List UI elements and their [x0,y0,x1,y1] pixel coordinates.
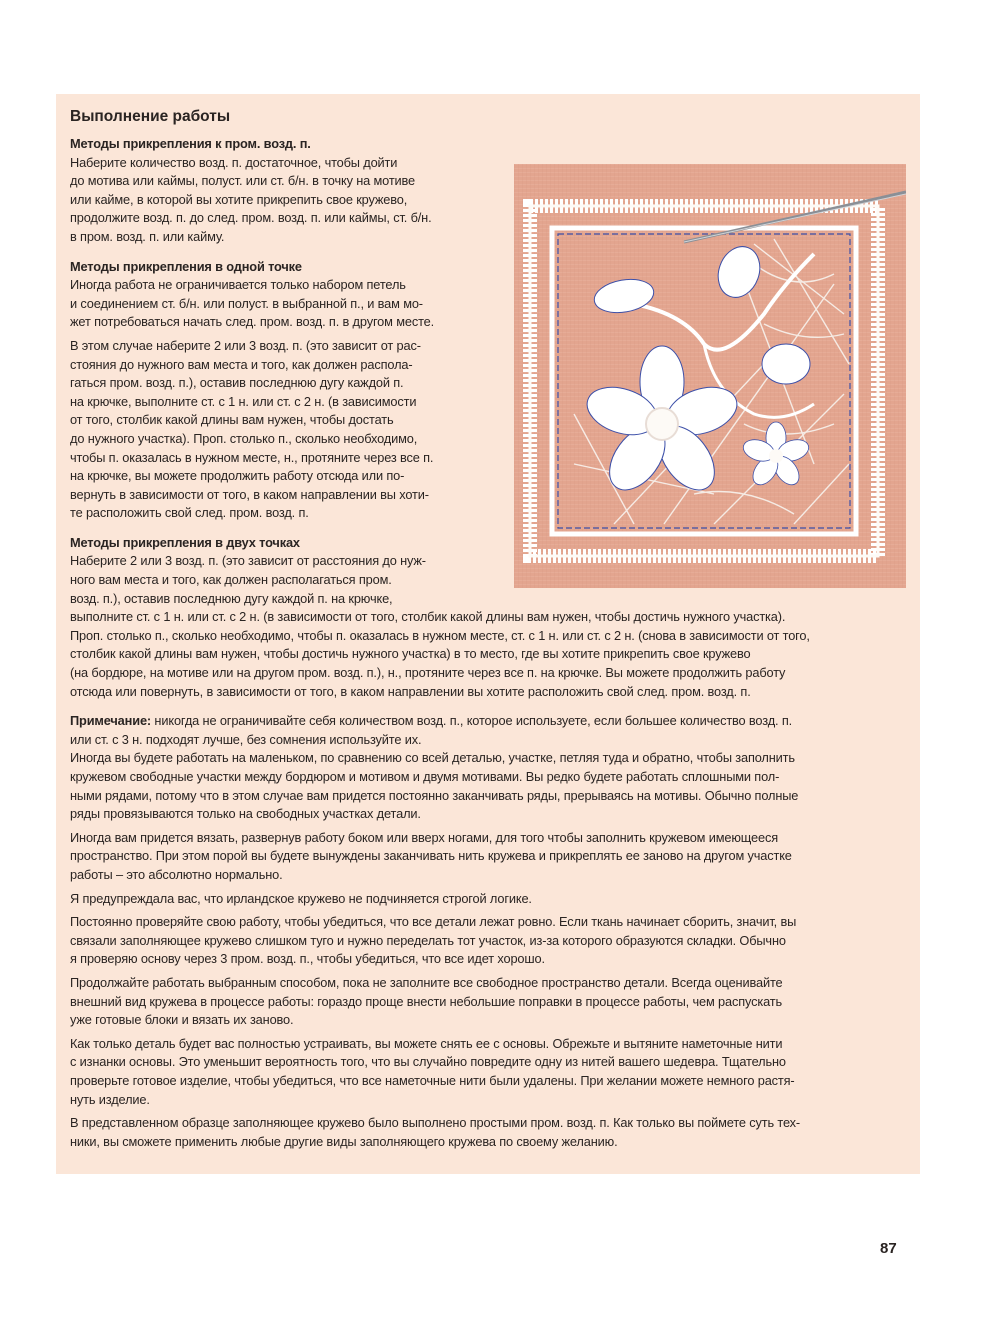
text-line: нуть изделие. [70,1091,150,1107]
text-line: ники, вы сможете применить любые другие виды заполняющего кружева по своему желанию. [70,1133,618,1149]
text-line: Я предупреждала вас, что ирландское кружево не подчиняется строгой логике. [70,890,532,906]
text-line: от того, столбик какой длины вам нужен, чтобы достать [70,412,394,428]
text-line: Продолжайте работать выбранным способом, пока не заполните все свободное пространство детали. Всегда оценивайте [70,974,783,990]
text-line: В этом случае наберите 2 или 3 возд. п. (это зависит от рас- [70,337,421,353]
text-line: Иногда вам придется вязать, развернув работу боком или вверх ногами, для того чтобы заполнить кружевом имеющееся [70,829,778,845]
text-line: жет потребоваться начать след. пром. возд. п. в другом месте. [70,314,435,330]
text-line: и соединением ст. б/н. или полуст. в выбранной п., и вам мо- [70,295,423,311]
text-line: или ст. с 3 н. подходят лучше, без сомнения используйте их. [70,731,422,747]
text-line: пространство. При этом порой вы будете вынуждены заканчивать нить кружева и прикреплять ее заново на другом участке [70,848,792,864]
text-line: выполните ст. с 1 н. или ст. с 2 н. (в зависимости от того, столбик какой длины вам нужен, чтобы достичь нужного участка). [70,609,786,625]
text-line: отсюда или повернуть, в зависимости от того, в каком направлении вы хотите расположить свой след. пром. возд. п. [70,683,751,699]
text-line: продолжите возд. п. до след. пром. возд. п. или каймы, ст. б/н. [70,210,432,226]
note-paragraph [70,712,906,824]
text-line: до мотива или каймы, полуст. или ст. б/н. в точку на мотиве [70,173,416,189]
text-line: Наберите количество возд. п. достаточное, чтобы дойти [70,154,398,170]
paragraph [70,829,906,885]
text-line: Постоянно проверяйте свою работу, чтобы убедиться, что все детали лежат ровно. Если ткань начинает сборить, значит, вы [70,914,797,930]
paragraph [70,276,490,332]
text-line: на крючке, вы можете продолжить работу отсюда или по- [70,468,405,484]
text-line: Иногда вы будете работать на маленьком, по сравнению со всей деталью, участке, петляя туда и обратно, чтобы заполнить [70,750,795,766]
text-line: проверьте готовое изделие, чтобы убедиться, что все наметочные нити были удалены. При желании можете немного растя- [70,1072,795,1088]
text-line: столбик какой длины вам нужен, чтобы достичь нужного участка) в то место, где вы хотите прикрепить свое кружево [70,646,751,662]
text-line: внешний вид кружева в процессе работы: гораздо проще внести небольшие поправки в процессе работы, чем распускать [70,993,782,1009]
text-line: ряды провязываются только на свободных участках детали. [70,806,421,822]
text-line: Как только деталь будет вас полностью устраивать, вы можете снять ее с основы. Обрежьте и вытяните наметочные нити [70,1035,783,1051]
page-number: 87 [880,1240,897,1257]
text-line: чтобы п. оказалась в нужном месте, н., протяните через все п. [70,449,434,465]
section-heading: Методы прикрепления к пром. возд. п. [70,136,311,151]
section-two-points [70,534,906,701]
paragraph [70,552,906,701]
text-line: Иногда работа не ограничивается только набором петель [70,277,406,293]
note-text: никогда не ограничивайте себя количеством возд. п., которое используете, если большее количество возд. п. [151,713,793,729]
text-line: или кайме, в которой вы хотите прикрепить свое кружево, [70,191,408,207]
paragraph [70,1114,906,1151]
paragraph [70,1035,906,1109]
text-line: В представленном образце заполняющее кружево было выполнено простыми пром. возд. п. Как только вы поймете суть тех- [70,1115,801,1131]
article-body [70,106,906,1156]
text-line: связали заполняющее кружево слишком туго и нужно переделать тот участок, из-за которого образуются складки. Обычно [70,932,786,948]
paragraph [70,890,906,909]
section-heading: Методы прикрепления в двух точках [70,534,300,550]
text-line: работы – это абсолютно нормально. [70,866,283,882]
paragraph [70,154,490,247]
text-line: (на бордюре, на мотиве или на другом пром. возд. п.), н., протяните через все п. на крючке. Вы можете продолжить работу [70,665,786,681]
page-title: Выполнение работы [70,108,231,125]
text-line: стояния до нужного вам места и того, как должен распола- [70,356,413,372]
text-line: ного вам места и того, как должен располагаться пром. [70,572,392,588]
text-line: те расположить свой след. пром. возд. п. [70,505,309,521]
text-line: я проверяю основу через 3 пром. возд. п., чтобы убедиться, что все идет хорошо. [70,951,545,967]
section-chain-attach [70,135,490,247]
text-line: вернуть в зависимости от того, в каком направлении вы хоти- [70,486,429,502]
text-line: гаться пром. возд. п.), оставив последнюю дугу каждой п. [70,375,404,391]
section-heading: Методы прикрепления в одной точке [70,258,302,274]
section-one-point [70,258,490,523]
text-line: Наберите 2 или 3 возд. п. (это зависит от расстояния до нуж- [70,553,426,569]
text-line: уже готовые блоки и вязать их заново. [70,1012,294,1028]
note-label: Примечание: [70,713,152,729]
text-line: Проп. столько п., сколько необходимо, чтобы п. оказалась в нужном месте, ст. с 1 н. или ст. с 2 н. (снова в зависимости от того, [70,627,810,643]
paragraph [70,974,906,1030]
paragraph [70,913,906,969]
text-line: до нужного участка). Проп. столько п., сколько необходимо, [70,430,418,446]
text-line [70,712,906,731]
text-line: с изнанки основы. Это уменьшит вероятность того, что вы случайно повредите одну из нитей вашего шедевра. Тщательно [70,1054,786,1070]
text-line: возд. п.), оставив последнюю дугу каждой п. на крючке, [70,590,393,606]
text-line: кружевом свободные участки между бордюром и мотивом и двумя мотивами. Вы редко будете работать сплошными пол- [70,769,780,784]
text-line: в пром. возд. п. или кайму. [70,228,225,244]
text-line: на крючке, выполните ст. с 1 н. или ст. с 2 н. (в зависимости [70,393,417,409]
paragraph [70,337,490,523]
text-line: ными рядами, потому что в этом случае вам придется постоянно заканчивать ряды, прерываясь на мотивы. Обычно полные [70,787,799,803]
